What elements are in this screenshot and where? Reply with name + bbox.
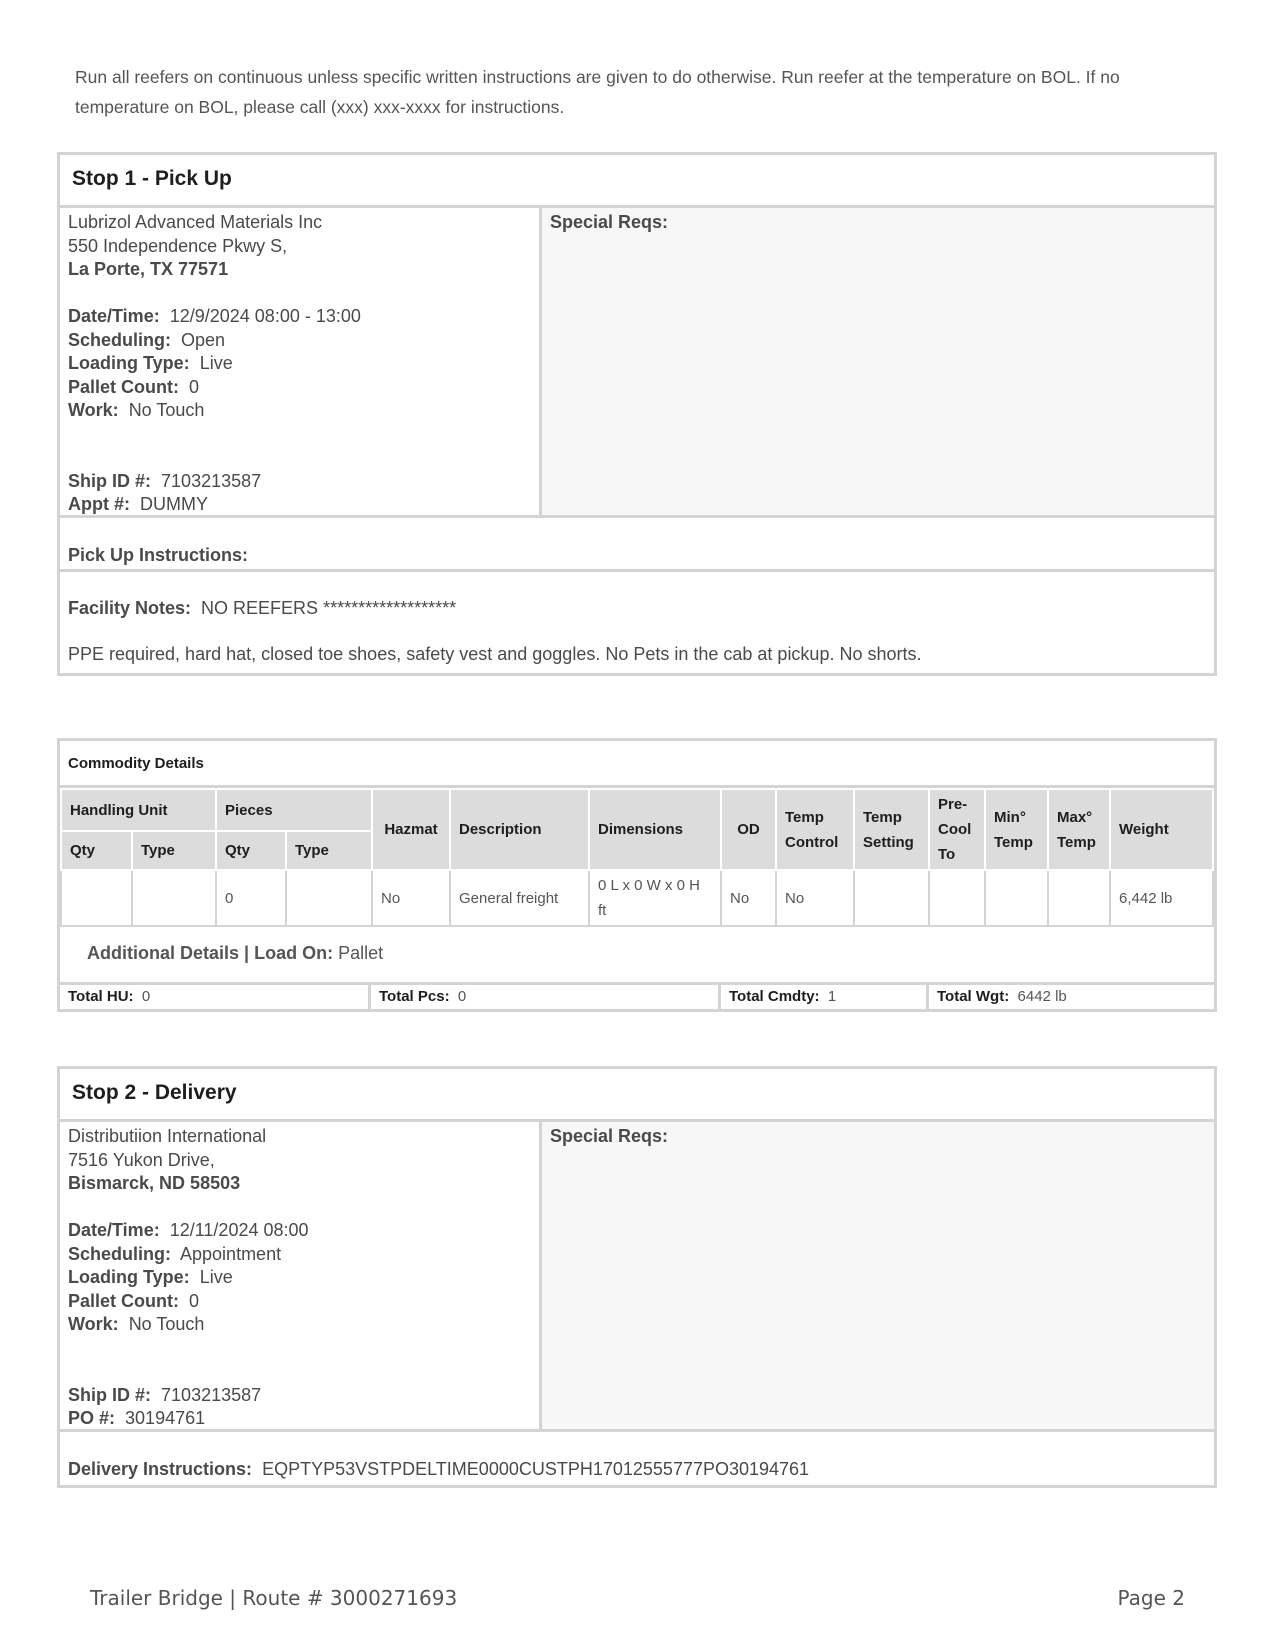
stop-1-scheduling: Scheduling: Open bbox=[68, 329, 226, 350]
stop-1-pickup-instructions: Pick Up Instructions: bbox=[60, 518, 1214, 572]
stop-1-ppe-note: PPE required, hard hat, closed toe shoes, safety vest and goggles. No Pets in the cab at pickup. No shorts. bbox=[68, 644, 922, 664]
pieces-header: Pieces bbox=[216, 789, 372, 831]
commodity-table bbox=[60, 788, 1214, 927]
footer-route: Trailer Bridge | Route # 3000271693 bbox=[90, 1586, 458, 1610]
od-cell: No bbox=[721, 870, 776, 926]
stop-2-company: Distributiion International bbox=[68, 1126, 267, 1146]
max-temp-cell bbox=[1048, 870, 1110, 926]
table-row bbox=[61, 870, 1213, 926]
stop-2-address-block bbox=[60, 1122, 542, 1429]
total-wgt: Total Wgt: 6442 lb bbox=[937, 988, 1067, 1005]
pcs-type-cell bbox=[286, 870, 372, 926]
pcs-qty-cell: 0 bbox=[216, 870, 286, 926]
stop-2-title: Stop 2 - Delivery bbox=[60, 1069, 1214, 1122]
min-temp-cell bbox=[985, 870, 1048, 926]
stop-1-datetime: Date/Time: 12/9/2024 08:00 - 13:00 bbox=[68, 306, 361, 326]
stop-1-title: Stop 1 - Pick Up bbox=[60, 155, 1214, 208]
dimensions-cell: 0 L x 0 W x 0 H ft bbox=[589, 870, 721, 926]
temp-control-header: Temp Control bbox=[776, 789, 854, 870]
stop-2-datetime: Date/Time: 12/11/2024 08:00 bbox=[68, 1220, 309, 1240]
total-pcs: Total Pcs: 0 bbox=[371, 985, 721, 1009]
temp-setting-header: Temp Setting bbox=[854, 789, 929, 870]
stop-1-pallet-count: Pallet Count: 0 bbox=[68, 376, 200, 397]
stop-1-company: Lubrizol Advanced Materials Inc bbox=[68, 212, 323, 232]
hu-type-header: Type bbox=[132, 831, 216, 870]
stop-1-city: La Porte, TX 77571 bbox=[68, 259, 229, 279]
hazmat-header: Hazmat bbox=[372, 789, 450, 870]
additional-details: Additional Details | Load On: Pallet bbox=[87, 943, 384, 963]
stop-2-po: PO #: 30194761 bbox=[68, 1408, 206, 1428]
handling-unit-header: Handling Unit bbox=[61, 789, 216, 831]
stop-1-section bbox=[57, 152, 1217, 676]
dimensions-header: Dimensions bbox=[589, 789, 721, 870]
stop-1-loading-type: Loading Type: Live bbox=[68, 353, 233, 373]
reefer-instructions: Run all reefers on continuous unless specific written instructions are given to do otherwise. Run reefer at the temperature on BOL. If no temperature on BOL, please call (xxx) xxx-xxxx for instructions. bbox=[75, 67, 1120, 117]
description-cell: General freight bbox=[450, 870, 589, 926]
stop-2-work: Work: No Touch bbox=[68, 1314, 205, 1334]
commodity-title: Commodity Details bbox=[60, 741, 1214, 788]
stop-1-street: 550 Independence Pkwy S, bbox=[68, 235, 288, 256]
min-temp-header: Min° Temp bbox=[985, 789, 1048, 870]
max-temp-header: Max° Temp bbox=[1048, 789, 1110, 870]
total-cmdty: Total Cmdty: 1 bbox=[721, 985, 929, 1009]
footer-page-number: Page 2 bbox=[1117, 1586, 1185, 1610]
stop-2-city: Bismarck, ND 58503 bbox=[68, 1173, 241, 1193]
stop-1-ship-id: Ship ID #: 7103213587 bbox=[68, 470, 262, 491]
precool-cell bbox=[929, 870, 985, 926]
stop-2-pallet-count: Pallet Count: 0 bbox=[68, 1290, 200, 1311]
total-hu: Total HU: 0 bbox=[60, 985, 371, 1009]
stop-2-special-reqs: Special Reqs: bbox=[542, 1122, 1214, 1429]
stop-1-address-block bbox=[60, 208, 542, 515]
pcs-qty-header: Qty bbox=[216, 831, 286, 870]
stop-1-work: Work: No Touch bbox=[68, 400, 205, 420]
od-header: OD bbox=[721, 789, 776, 870]
stop-2-street: 7516 Yukon Drive, bbox=[68, 1149, 215, 1170]
stop-2-loading-type: Loading Type: Live bbox=[68, 1267, 233, 1287]
stop-1-special-reqs: Special Reqs: bbox=[542, 208, 1214, 515]
temp-setting-cell bbox=[854, 870, 929, 926]
hu-qty-header: Qty bbox=[61, 831, 132, 870]
stop-1-facility-notes: Facility Notes: NO REEFERS ******************* PPE required, hard hat, closed toe shoes, safety vest and goggles. No Pets in the cab at pickup. No shorts. bbox=[60, 572, 1214, 673]
description-header: Description bbox=[450, 789, 589, 870]
weight-cell: 6,442 lb bbox=[1110, 870, 1213, 926]
stop-2-scheduling: Scheduling: Appointment bbox=[68, 1243, 282, 1264]
pcs-type-header: Type bbox=[286, 831, 372, 870]
hu-type-cell bbox=[132, 870, 216, 926]
stop-2-section bbox=[57, 1066, 1217, 1488]
stop-2-ship-id: Ship ID #: 7103213587 bbox=[68, 1384, 262, 1405]
stop-2-delivery-instructions: Delivery Instructions: EQPTYP53VSTPDELTIME0000CUSTPH17012555777PO30194761 bbox=[68, 1459, 810, 1479]
precool-header: Pre-Cool To bbox=[929, 789, 985, 870]
stop-1-appt: Appt #: DUMMY bbox=[68, 494, 209, 514]
hazmat-cell: No bbox=[372, 870, 450, 926]
temp-control-cell: No bbox=[776, 870, 854, 926]
hu-qty-cell bbox=[61, 870, 132, 926]
commodity-totals bbox=[60, 982, 1214, 1009]
weight-header: Weight bbox=[1110, 789, 1213, 870]
commodity-section bbox=[57, 738, 1217, 1012]
